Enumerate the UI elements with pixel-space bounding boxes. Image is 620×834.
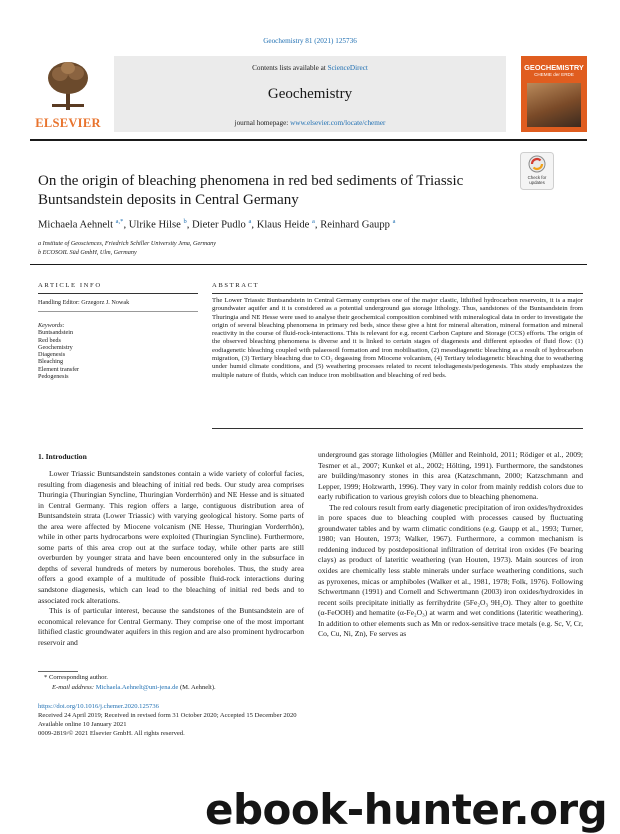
homepage-prefix: journal homepage: (234, 119, 291, 127)
footnote-rule (38, 671, 78, 672)
author-name[interactable]: Reinhard Gaupp (320, 219, 390, 231)
elsevier-logo[interactable] (30, 56, 106, 132)
article-title: On the origin of bleaching phenomena in red bed sediments of Triassic Buntsandstein deposits in Central Germany (38, 173, 464, 208)
author-name[interactable]: Klaus Heide (256, 219, 310, 231)
cover-photo (527, 83, 581, 127)
journal-homepage-line (114, 119, 506, 127)
header-divider (30, 139, 587, 141)
affiliation-a: a Institute of Geosciences, Friedrich Schiller University Jena, Germany (38, 240, 217, 247)
author-affiliation-mark[interactable]: a (392, 218, 396, 225)
contents-prefix: Contents lists available at (252, 64, 328, 72)
intro-paragraph: This is of particular interest, because the sandstones of the Buntsandstein are of economical relevance for Central Germany. They comprise one of the most important lithified clastic groundwater aquifers in this region and are also prominent hydrocarbon reservoir and (38, 606, 304, 647)
keyword-item: Diagenesis (38, 351, 66, 359)
keyword-item: Bleaching (38, 358, 64, 366)
keywords-label: Keywords: (38, 322, 65, 329)
sciencedirect-link[interactable]: ScienceDirect (327, 64, 368, 72)
keyword-item: Red beds (38, 336, 61, 344)
doi-link[interactable]: https://doi.org/10.1016/j.chemer.2020.125736 (38, 703, 159, 710)
left-column (38, 469, 304, 648)
keyword-item: Element transfer (38, 365, 80, 373)
info-divider (30, 264, 587, 265)
author-list: Michaela Aehnelt $^{a,*}$, Ulrike Hilse $^b$, Dieter Pudlo $^a$, Klaus Heide $^a$, Reinhard Gaupp $^a$ (38, 218, 396, 231)
author-affiliation-mark[interactable]: b (183, 218, 187, 225)
author-affiliation-mark[interactable]: a (312, 218, 315, 225)
keywords-block (38, 322, 198, 380)
email-suffix: (M. Aehnelt). (178, 684, 216, 691)
intro-paragraph: Lower Triassic Buntsandstein sandstones contain a wide variety of colorful facies, resulting from diagenesis and bleaching of initial red beds. Our study area comprises Thuringia (Thuringian Syncline, Thuringian Vorderrhön) and NE Hesse and is situated in Central Germany. This region offers a large, contiguous distribution area of Buntsandstein strata (Lower Triassic) with varying geological history. Some parts of the area were affected by Miocene volcanism (NE Hesse, Thuringian Vorderrhön), while in other parts hydrocarbons were exploited (Thuringian Syncline). Furthermore, some parts of this area crop out at the surface today, while other parts are still overburden by younger strata and have been encountered only in the subsurface in depths of several hundreds of meters by numerous boreholes. Thus, the study area offers a good example of a multitude of possible fluid-rock interactions during sandstone diagenesis, which can lead to the bleaching of initial red beds and to associated rock alterations. (38, 469, 304, 605)
keyword-item: Buntsandstein (38, 329, 74, 337)
intro-paragraph: The red colours result from early diagenetic precipitation of iron oxides/hydroxides in pore spaces due to bleaching coupled with processes caused by fluctuating groundwater tables and by warm climatic conditions (e.g. Gaupp et al., 1993; Turner, 1980; van Houten, 1973; Walker, 1967). Furthermore, a common mechanism is reddening induced by postdepositional infiltration of detrital iron oxides (Fe bearing clays) as product of lateritic weathering (van Houten, 1973). Main sources of iron oxides are chemically less stable minerals under surface weathering conditions, such as pyroxenes, micas or amphiboles (Walker et al., 1981, 1978; Folk, 1976). Following Schwertmann (1991) and Cornell and Schwertmann (2003) iron oxides/hydroxides in recent soils precipitate initially as ferrihydrite (5Fe₂O₃ 9H₂O). They alter to goethite (α-FeOOH) and hematite (α-Fe₂O₃) at warm and wet conditions (lateritic weathering). In addition to other elements such as Mn or redox-sensitive trace metals (e.g. Sc, V, Cr, Co, Cu, Ni, Zn), Fe serves as (318, 502, 583, 639)
copyright-notice: 0009-2819/© 2021 Elsevier GmbH. All rights reserved. (38, 730, 185, 737)
affiliation-b: b ECOSOIL Süd GmbH, Ulm, Germany (38, 249, 137, 256)
author-affiliation-mark[interactable]: a (248, 218, 252, 225)
handling-editor: Handling Editor: Grzegorz J. Nowak (38, 299, 130, 306)
intro-paragraph: underground gas storage lithologies (Müller and Reinhold, 2011; Rödiger et al., 2009; Tesmer et al., 2007; Kunkel et al., 2002; Hölting, 1991). Furthermore, the sandstones are building/masonry stones in this area (Katzschmann, 2000; Katzschmann and Lepper, 1999; Holzwarth, 1996). They vary in color from mainly reddish colors due to early rubification to various greyish colors due to bleaching phenomena. (318, 450, 583, 502)
check-for-updates-badge[interactable] (520, 152, 554, 190)
cover-title: GEOCHEMISTRY (524, 63, 584, 72)
journal-masthead (114, 56, 506, 132)
cover-subtitle: CHEMIE der ERDE (534, 72, 574, 77)
abstract-bottom-rule (212, 428, 583, 429)
keyword-item: Geochemistry (38, 343, 73, 351)
keyword-item: Pedogenesis (38, 373, 69, 381)
editor-rule (38, 311, 198, 312)
journal-reference-link[interactable]: Geochemistry 81 (2021) 125736 (263, 37, 357, 45)
contents-line (114, 64, 506, 72)
available-online: Available online 10 January 2021 (38, 721, 127, 728)
right-column (318, 450, 583, 640)
watermark-text: ebook-hunter.org (205, 785, 608, 834)
article-info-rule (38, 293, 198, 294)
author-name[interactable]: Ulrike Hilse (128, 219, 181, 231)
elsevier-tree-icon (46, 60, 90, 110)
abstract-text: The Lower Triassic Buntsandstein in Central Germany comprises one of the major clastic, lithified hydrocarbon reservoirs, it is a major groundwater aquifer and it is considered as a potential underground gas storage lithology. Thus, sandstones of the Buntsandstein from Thuringia and NE Hesse were used to analyse their geochemical composition combined with mineralogical data in order to investigate the origin of several bleaching phenomena in primary red beds, since these give a hint for mineral alteration, mineral formation and mineral reactivity in the course of fluid-rock-interactions. This is relevant for e.g. recent Carbon Capture and Storage (CCS) efforts. The origin of the observed bleaching phenomena is diverse and it is linked to certain stages of diagenesis and different episodes of fluid flow: (1) eodiagenetic bleaching coupled with palaeosoil formation and iron mobilisation, (2) mesodiagenetic bleaching as a result of hydrocarbon migration, (3) Tertiary bleaching due to CO₂ degassing from Miocene volcanism, (4) Tertiary telodiagenetic bleaching due to weathering under humid climate conditions, and (5) weathering processes related to recent telodiagenesis/pedogenesis. This study emphasizes the multiple nature of fluids, which can induce iron mobilisation and bleaching of red beds. (212, 297, 583, 379)
check-updates-line1: Check for (527, 175, 547, 180)
introduction-heading: 1. Introduction (38, 452, 87, 461)
author-name[interactable]: Dieter Pudlo (192, 219, 246, 231)
email-label: E-mail address: (52, 684, 96, 691)
abstract-heading: ABSTRACT (212, 282, 260, 289)
received-dates: Received 24 April 2019; Received in revised form 31 October 2020; Accepted 15 December 2020 (38, 712, 297, 719)
journal-title: Geochemistry (267, 86, 353, 102)
email-link[interactable]: Michaela.Aehnelt@uni-jena.de (95, 684, 179, 691)
journal-cover-image[interactable] (521, 56, 587, 132)
author-name[interactable]: Michaela Aehnelt (38, 219, 114, 231)
check-updates-line2: updates (529, 180, 545, 185)
email-line (52, 684, 216, 692)
abstract-rule (212, 293, 583, 294)
corresponding-author-note: * Corresponding author. (44, 674, 108, 681)
article-info-heading: ARTICLE INFO (38, 282, 102, 289)
homepage-link[interactable]: www.elsevier.com/locate/chemer (290, 119, 386, 127)
author-affiliation-mark[interactable]: a,* (115, 218, 124, 225)
elsevier-wordmark: ELSEVIER (35, 116, 101, 130)
